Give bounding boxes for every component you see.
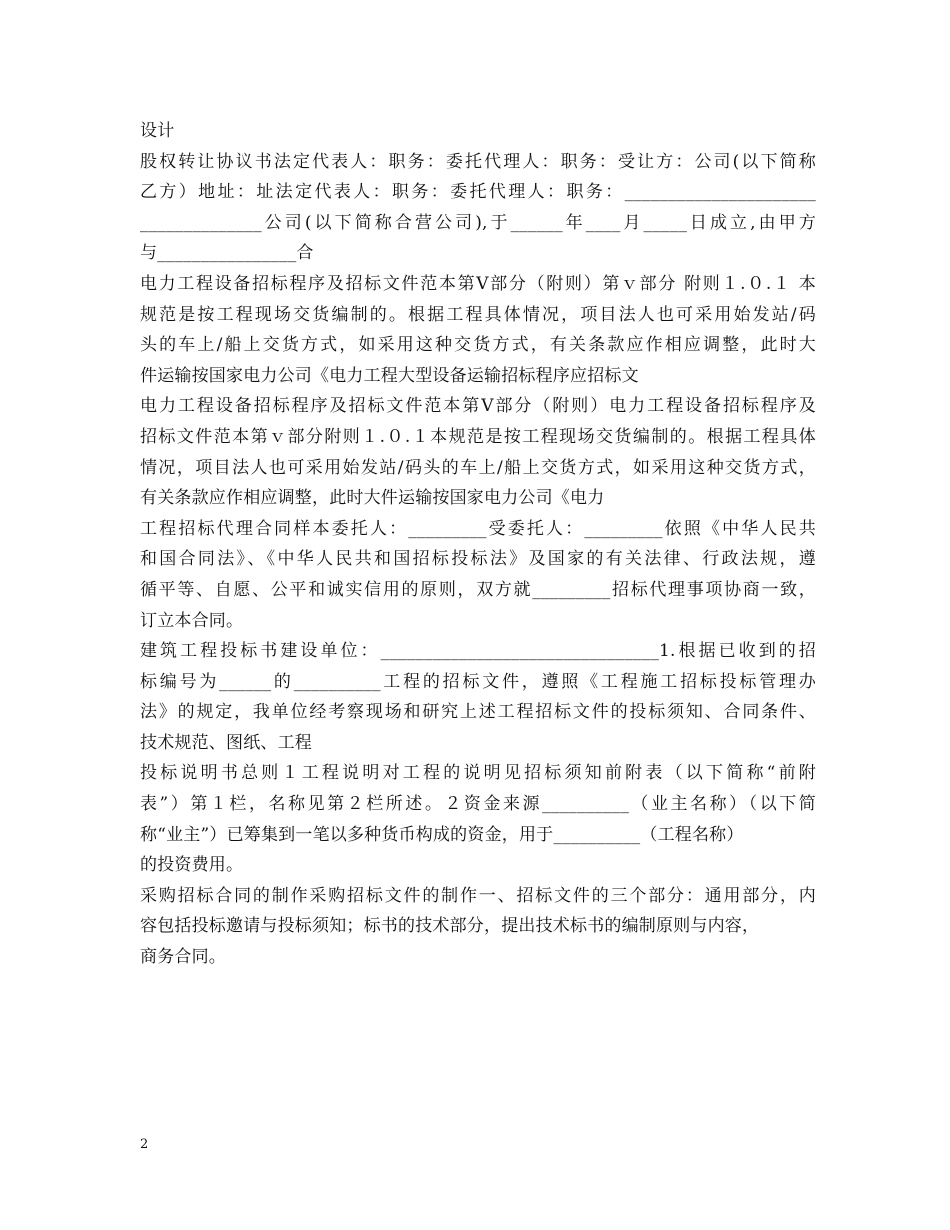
text-line: 标编号为______的__________工程的招标文件，遵照《工程施工招标投标管理办	[140, 671, 816, 692]
text-line: 建筑工程投标书建设单位：________________________________1.根据已收到的招	[140, 641, 816, 662]
text-line: 情况，项目法人也可采用始发站/码头的车上/船上交货方式，如采用这种交货方式，	[140, 457, 816, 478]
text-line: 设计	[140, 121, 175, 141]
text-line: 电力工程设备招标程序及招标文件范本第Ⅴ部分（附则）电力工程设备招标程序及	[140, 396, 816, 417]
text-line: 件运输按国家电力公司《电力工程大型设备运输招标程序应招标文	[140, 365, 639, 386]
text-line: 采购招标合同的制作采购招标文件的制作一、招标文件的三个部分：通用部分，内	[140, 885, 816, 906]
text-line: 与________________合	[140, 243, 314, 264]
text-line: 规范是按工程现场交货编制的。根据工程具体情况，项目法人也可采用始发站/码	[140, 304, 816, 325]
text-line: 电力工程设备招标程序及招标文件范本第Ⅴ部分（附则）第ｖ部分 附则１.０.１ 本	[140, 273, 816, 294]
text-line: 称“业主”）已筹集到一笔以多种货币构成的资金，用于__________（工程名称）	[140, 824, 744, 845]
text-line: 容包括投标邀请与投标须知；标书的技术部分，提出技术标书的编制原则与内容，	[140, 916, 760, 937]
text-line: 商务合同。	[140, 947, 226, 968]
text-line: 股权转让协议书法定代表人：职务：委托代理人：职务：受让方：公司(以下简称	[140, 151, 816, 172]
text-line: 循平等、自愿、公平和诚实信用的原则，双方就_________招标代理事项协商一致，	[140, 579, 816, 600]
text-line: 表”）第１栏，名称见第２栏所述。２资金来源__________（业主名称）（以下简	[140, 794, 816, 815]
text-line: 订立本合同。	[140, 610, 244, 631]
text-line: 法》的规定，我单位经考察现场和研究上述工程招标文件的投标须知、合同条件、	[140, 702, 816, 723]
text-line: 头的车上/船上交货方式，如采用这种交货方式，有关条款应作相应调整，此时大	[140, 335, 816, 356]
text-line: 乙方）地址：址法定代表人：职务：委托代理人：职务：______________________	[140, 182, 816, 203]
document-body	[140, 116, 816, 973]
text-line: 技术规范、图纸、工程	[140, 732, 312, 753]
text-line: 的投资费用。	[140, 855, 244, 876]
page-number: 2	[140, 1137, 149, 1152]
text-line: 工程招标代理合同样本委托人：_________受委托人：_________依照《中华人民共	[140, 518, 816, 539]
text-line: 招标文件范本第ｖ部分附则１.０.１本规范是按工程现场交货编制的。根据工程具体	[140, 426, 816, 447]
text-line: ______________公司(以下简称合营公司),于______年____月_____日成立,由甲方	[140, 212, 816, 233]
text-line: 投标说明书总则１工程说明对工程的说明见招标须知前附表（以下简称“前附	[140, 763, 816, 784]
text-line: 有关条款应作相应调整，此时大件运输按国家电力公司《电力	[140, 488, 605, 509]
text-line: 和国合同法》、《中华人民共和国招标投标法》及国家的有关法律、行政法规，遵	[140, 549, 816, 570]
